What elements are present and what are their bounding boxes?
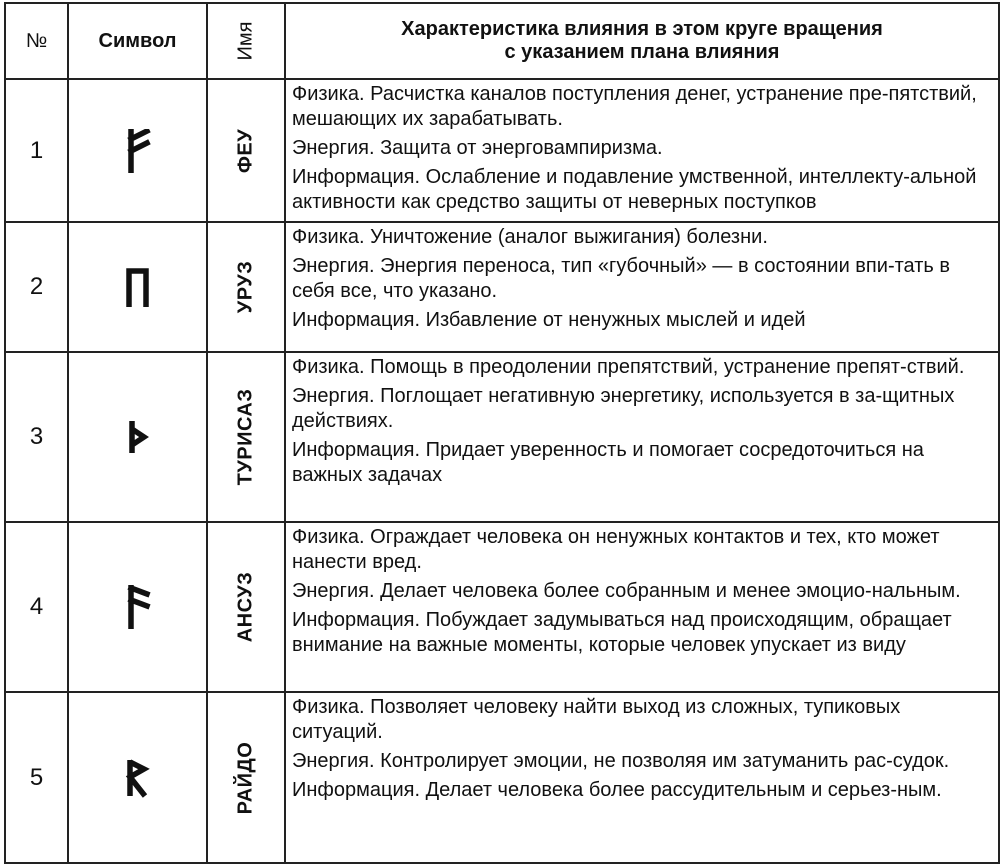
header-characteristic (285, 3, 999, 79)
information-text: Информация. Придает уверенность и помогает сосредоточиться на важных задачах (292, 439, 924, 486)
rune-raido-icon (123, 758, 153, 798)
information-text: Информация. Избавление от ненужных мыслей и идей (292, 309, 806, 331)
row-name (207, 79, 285, 222)
energy-text: Энергия. Делает человека более собранным и менее эмоцио-нальным. (292, 580, 961, 602)
physics-text: Физика. Расчистка каналов поступления денег, устранение пре-пятствий, мешающих их зарабатывать. (292, 83, 977, 130)
row-symbol (68, 352, 207, 522)
row-symbol (68, 79, 207, 222)
physics-text: Физика. Помощь в преодолении препятствий, устранение препят-ствий. (292, 356, 965, 378)
row-name (207, 222, 285, 352)
header-num: № (5, 3, 68, 79)
information-text: Информация. Ослабление и подавление умственной, интеллекту-альной активности как средство защиты от неверных поступков (292, 166, 977, 213)
row-name-label: РАЙДО (234, 741, 257, 814)
energy-text: Энергия. Защита от энерговампиризма. (292, 137, 663, 159)
table-row (5, 352, 999, 522)
row-description (285, 522, 999, 692)
row-name-label: УРУЗ (234, 260, 257, 314)
header-row (5, 3, 999, 79)
row-description (285, 222, 999, 352)
row-name (207, 692, 285, 863)
energy-text: Энергия. Контролирует эмоции, не позволяя им затуманить рас-судок. (292, 750, 950, 772)
table-row (5, 222, 999, 352)
rune-thurisaz-icon (125, 420, 151, 454)
energy-text: Энергия. Энергия переноса, тип «губочный» — в состоянии впи-тать в себя все, что указано. (292, 255, 950, 302)
row-num: 5 (5, 692, 68, 863)
row-name-label: ТУРИСАЗ (234, 388, 257, 486)
row-symbol (68, 692, 207, 863)
row-num: 2 (5, 222, 68, 352)
row-name-label: ФЕУ (234, 128, 257, 173)
rune-uruz-icon (123, 267, 153, 307)
row-description (285, 692, 999, 863)
header-name (207, 3, 285, 79)
row-symbol (68, 222, 207, 352)
header-characteristic-line2: с указанием плана влияния (504, 41, 780, 63)
information-text: Информация. Побуждает задумываться над происходящим, обращает внимание на важные моменты, которые человек упускает из виду (292, 609, 952, 656)
physics-text: Физика. Позволяет человеку найти выход из сложных, тупиковых ситуаций. (292, 696, 901, 743)
information-text: Информация. Делает человека более рассудительным и серьез-ным. (292, 779, 942, 801)
rune-fehu-icon (123, 129, 153, 173)
rune-table (4, 2, 1000, 864)
row-num: 1 (5, 79, 68, 222)
table-row (5, 692, 999, 863)
header-symbol: Символ (68, 3, 207, 79)
physics-text: Физика. Уничтожение (аналог выжигания) болезни. (292, 226, 768, 248)
row-description (285, 79, 999, 222)
table-row (5, 79, 999, 222)
row-name (207, 522, 285, 692)
header-characteristic-line1: Характеристика влияния в этом круге вращения (401, 18, 883, 40)
row-num: 4 (5, 522, 68, 692)
table-row (5, 522, 999, 692)
physics-text: Физика. Ограждает человека он ненужных контактов и тех, кто может нанести вред. (292, 526, 940, 573)
rune-ansuz-icon (123, 585, 153, 629)
row-description (285, 352, 999, 522)
row-name-label: АНСУЗ (234, 571, 257, 643)
row-name (207, 352, 285, 522)
header-name-label: Имя (234, 21, 257, 61)
row-symbol (68, 522, 207, 692)
row-num: 3 (5, 352, 68, 522)
energy-text: Энергия. Поглощает негативную энергетику, используется в за-щитных действиях. (292, 385, 955, 432)
